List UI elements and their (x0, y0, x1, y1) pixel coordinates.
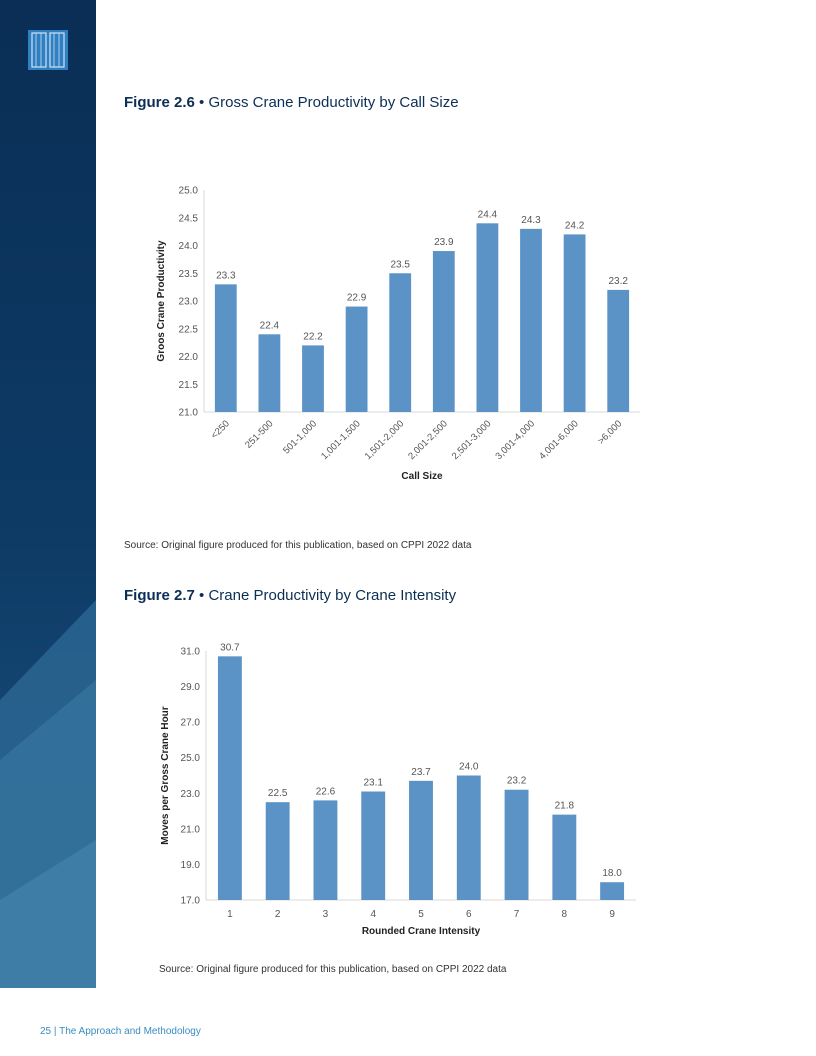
bar (266, 802, 290, 900)
x-tick-label: 5 (418, 909, 424, 920)
bar (218, 656, 242, 900)
y-tick-label: 23.0 (180, 788, 200, 800)
data-label: 24.4 (477, 209, 498, 221)
y-tick-label: 29.0 (180, 682, 200, 694)
y-tick-label: 24.5 (178, 213, 198, 225)
data-label: 22.2 (303, 331, 323, 343)
x-tick-label: 2 (274, 909, 281, 920)
x-axis-title: Call Size (401, 471, 443, 482)
bar (552, 815, 576, 900)
figure-2-label: Figure 2.7 (124, 587, 195, 604)
data-label: 23.2 (608, 275, 628, 287)
figure-1-source: Source: Original figure produced for this publication, based on CPPI 2022 data (124, 540, 472, 551)
bar (409, 781, 433, 900)
data-label: 30.7 (220, 642, 240, 654)
page-footer: 25 | The Approach and Methodology (40, 1026, 201, 1037)
x-tick-label: 6 (465, 909, 472, 920)
x-tick-label: 3 (322, 909, 329, 920)
y-tick-label: 24.0 (178, 241, 198, 252)
x-tick-label: 4 (370, 909, 377, 920)
x-tick-label: 2,001-2,500 (406, 418, 450, 462)
x-tick-label: 1,501-2,000 (362, 418, 407, 462)
figure-2-bullet: • (199, 587, 205, 604)
x-tick-label: 501-1,000 (281, 418, 320, 457)
figure-1-label: Figure 2.6 (124, 94, 195, 111)
x-tick-label: >6,000 (595, 418, 625, 447)
data-label: 22.9 (346, 292, 367, 304)
data-label: 22.5 (267, 788, 288, 800)
y-axis-title: Moves per Gross Crane Hour (160, 706, 171, 845)
data-label: 23.1 (363, 777, 383, 789)
y-tick-label: 21.0 (178, 407, 198, 419)
y-tick-label: 22.5 (178, 324, 198, 336)
x-tick-label: 3,001-4,000 (493, 418, 538, 462)
y-tick-label: 25.0 (180, 753, 200, 765)
data-label: 23.2 (506, 775, 527, 787)
y-tick-label: 23.0 (178, 296, 198, 308)
data-label: 18.0 (602, 868, 622, 880)
y-tick-label: 17.0 (180, 895, 200, 907)
data-label: 22.4 (259, 320, 280, 332)
x-tick-label: 2,501-3,000 (449, 418, 494, 462)
figure-1-bullet: • (199, 94, 205, 111)
data-label: 23.3 (216, 270, 236, 282)
y-tick-label: 19.0 (180, 859, 200, 871)
y-tick-label: 27.0 (180, 717, 200, 729)
data-label: 23.5 (390, 259, 410, 271)
data-label: 24.3 (521, 214, 541, 226)
y-tick-label: 21.5 (178, 379, 198, 391)
x-axis-title: Rounded Crane Intensity (361, 926, 481, 937)
bar (600, 882, 624, 900)
data-label: 24.2 (564, 220, 585, 232)
x-tick-label: <250 (209, 418, 232, 442)
x-tick-label: 251-500 (243, 418, 276, 451)
y-tick-label: 21.0 (180, 824, 200, 836)
bar (314, 800, 338, 900)
data-label: 23.7 (411, 766, 431, 778)
x-tick-label: 7 (513, 909, 520, 920)
x-tick-label: 4,001-6,000 (537, 418, 581, 462)
x-tick-label: 1,001-1,500 (319, 418, 363, 462)
data-label: 24.0 (459, 761, 479, 773)
x-tick-label: 9 (609, 909, 615, 920)
y-tick-label: 23.5 (178, 268, 198, 280)
bar (361, 792, 385, 900)
y-tick-label: 25.0 (178, 185, 198, 197)
data-label: 21.8 (554, 800, 575, 812)
data-label: 22.6 (315, 786, 336, 798)
x-tick-label: 1 (227, 909, 233, 920)
x-tick-label: 8 (561, 909, 568, 920)
bar (505, 790, 529, 900)
figure-2-title-text: Crane Productivity by Crane Intensity (208, 587, 457, 604)
y-axis-title: Groos Crane Productivity (156, 240, 167, 362)
y-tick-label: 31.0 (180, 646, 200, 658)
data-label: 23.9 (434, 237, 454, 249)
y-tick-label: 22.0 (178, 352, 198, 363)
bar (457, 776, 481, 901)
figure-1-title-text: Gross Crane Productivity by Call Size (208, 94, 459, 111)
figure-2-source: Source: Original figure produced for this publication, based on CPPI 2022 data (159, 964, 507, 975)
